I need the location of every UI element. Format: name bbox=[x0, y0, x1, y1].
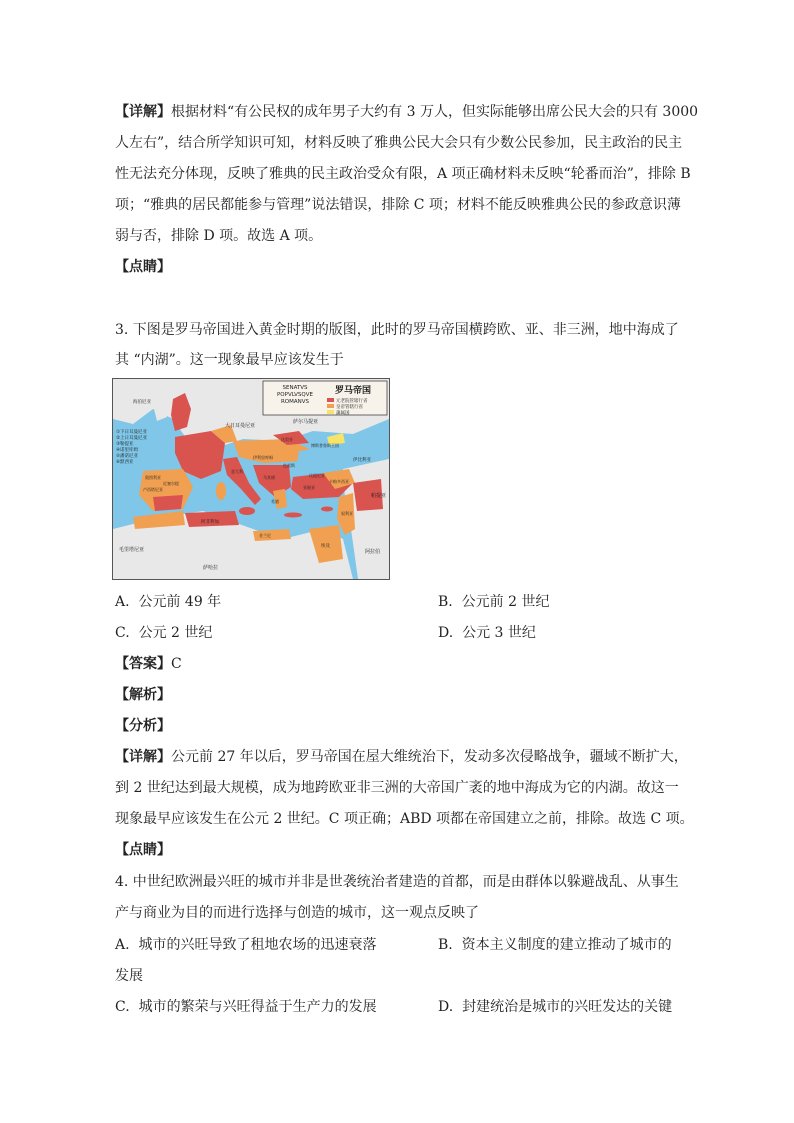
q3-option-d: D. 公元 3 世纪 bbox=[438, 625, 536, 641]
q3-option-a: A. 公元前 49 年 bbox=[115, 594, 222, 610]
map-cyprus bbox=[321, 507, 333, 512]
q3-option-b: B. 公元前 2 世纪 bbox=[438, 594, 550, 610]
map-seal-line-3: ROMANVS bbox=[280, 399, 310, 405]
legend-swatch-client bbox=[327, 410, 334, 414]
map-label-egypt: 埃及 bbox=[321, 544, 330, 549]
map-sicily bbox=[239, 507, 255, 515]
legend-swatch-senate bbox=[327, 398, 334, 402]
legend-imperial: 皇帝管辖行省 bbox=[336, 405, 363, 410]
map-list-6: ⑥默西亚 bbox=[116, 460, 134, 465]
map-label-thracia: 色雷斯 bbox=[283, 463, 295, 468]
map-title: 罗马帝国 bbox=[334, 386, 372, 396]
q4-option-b-cont: 发展 bbox=[115, 968, 143, 984]
map-seal-line-2: POPVLVSQVE bbox=[276, 392, 314, 398]
map-label-syria: 叙利亚 bbox=[341, 511, 353, 516]
map-label-bithynia: 比提尼亚 bbox=[309, 473, 325, 478]
map-label-arabia: 阿拉伯 bbox=[365, 549, 381, 555]
legend-senate: 元老院管辖行省 bbox=[336, 399, 368, 404]
q3-answer: 【答案】C bbox=[115, 656, 182, 672]
q3-note-tag: 【点睛】 bbox=[115, 842, 171, 858]
prev-detail-line-3: 性无法充分体现，反映了雅典的民主政治受众有限，A 项正确材料未反映“轮番而治”，排除 B bbox=[115, 166, 691, 182]
map-hibernia bbox=[153, 403, 167, 421]
q3-stem-line-1: 3. 下图是罗马帝国进入黄金时期的版图，此时的罗马帝国横跨欧、亚、非三洲，地中海成了 bbox=[115, 322, 679, 338]
map-italy bbox=[223, 457, 261, 505]
prev-detail-line-1: 【详解】根据材料“有公民权的成年男子大约有 3 万人，但实际能够出席公民大会的只有 3000 bbox=[115, 104, 699, 120]
q3-option-c: C. 公元 2 世纪 bbox=[115, 625, 213, 641]
map-label-iberia: 伊比利亚 bbox=[353, 458, 371, 463]
map-label-macedonia: 马其顿 bbox=[263, 475, 275, 480]
roman-empire-map bbox=[112, 378, 390, 580]
map-label-lusitania: 卢西塔尼亚 bbox=[143, 487, 163, 492]
q4-stem-line-1: 4. 中世纪欧洲最兴旺的城市并非是世袭统治者建造的首都，而是由群体以躲避战乱、从事生 bbox=[115, 874, 679, 890]
map-label-sahara: 萨哈拉 bbox=[203, 565, 219, 571]
q3-fenxi-tag: 【分析】 bbox=[115, 718, 171, 734]
q4-option-b: B. 资本主义制度的建立推动了城市的 bbox=[438, 937, 672, 953]
q4-stem-line-2: 产与商业为目的而进行选择与创造的城市，这一观点反映了 bbox=[115, 905, 479, 921]
map-label-asia: 亚细亚 bbox=[303, 485, 315, 490]
q4-option-d: D. 封建统治是城市的兴旺发达的关键 bbox=[438, 999, 673, 1015]
prev-detail-line-5: 弱与否，排除 D 项。故选 A 项。 bbox=[115, 228, 323, 244]
q4-option-a: A. 城市的兴旺导致了租地农场的迅速衰落 bbox=[115, 937, 377, 953]
map-label-cyrenaica: 昔兰尼 bbox=[259, 533, 271, 538]
detail-tag: 【详解】 bbox=[115, 104, 171, 120]
map-list-4: ④诺里库姆 bbox=[116, 448, 139, 453]
q3-stem-line-2: 其 “内湖”。这一现象最早应该发生于 bbox=[115, 352, 344, 368]
q3-analysis-tag: 【解析】 bbox=[115, 687, 171, 703]
map-label-sarmatia: 萨尔马提亚 bbox=[293, 419, 319, 425]
map-label-hibernia: 海伯尼亚 bbox=[133, 400, 151, 405]
map-label-illyricum: 伊利里库姆 bbox=[253, 455, 273, 460]
map-crete bbox=[284, 513, 302, 518]
map-label-dacia: 达契亚 bbox=[281, 437, 293, 442]
map-label-asturia: 奥图利亚 bbox=[145, 475, 161, 480]
legend-swatch-imperial bbox=[327, 404, 334, 408]
q3-detail-line-2: 到 2 世纪达到最大规模，成为地跨欧亚非三洲的大帝国广袤的地中海成为它的内湖。故这一 bbox=[115, 780, 679, 796]
prev-detail-line-4: 项；“雅典的居民都能参与管理”说法错误，排除 C 项；材料不能反映雅典公民的参政意识薄 bbox=[115, 197, 681, 213]
map-hispania-south bbox=[153, 495, 183, 511]
legend-client: 藩属国 bbox=[336, 411, 350, 416]
prev-note-tag: 【点睛】 bbox=[115, 259, 171, 275]
prev-detail-line-2: 人左右”，结合所学知识可知，材料反映了雅典公民大会只有少数公民参加，民主政治的民主 bbox=[115, 135, 683, 151]
map-list-2: ②上日耳曼尼亚 bbox=[116, 436, 148, 441]
map-label-germania-magna: 大日耳曼尼亚 bbox=[225, 423, 256, 429]
map-seal-line-1: SENATVS bbox=[282, 385, 308, 391]
map-list-1: ①下日耳曼尼亚 bbox=[116, 430, 148, 435]
map-label-cappadocia: 卡帕多西亚 bbox=[329, 479, 349, 484]
map-sardinia bbox=[216, 482, 226, 500]
map-label-africa: 阿非利加 bbox=[201, 520, 219, 525]
map-list-5: ⑤潘诺尼亚 bbox=[116, 454, 139, 459]
map-label-mauretania: 毛里塔尼亚 bbox=[119, 547, 145, 553]
map-label-parthia: 帕提亚 bbox=[371, 493, 387, 499]
q4-option-c: C. 城市的繁荣与兴旺得益于生产力的发展 bbox=[115, 999, 377, 1015]
q3-detail-line-1: 【详解】公元前 27 年以后，罗马帝国在屋大维统治下，发动多次侵略战争，疆域不断扩大， bbox=[115, 749, 688, 765]
map-label-italia: 意大利 bbox=[231, 469, 243, 474]
map-label-hispania-citerior: 近塞尔提 bbox=[163, 481, 179, 486]
map-label-achaea: 希腊 bbox=[271, 499, 279, 504]
q3-detail-line-3: 现象最早应该发生在公元 2 世纪。C 项正确；ABD 项都在帝国建立之前，排除。故选 C 项。 bbox=[115, 811, 694, 827]
map-list-3: ③勒提亚 bbox=[116, 442, 134, 447]
map-label-bosporus: 博斯普鲁斯王国 bbox=[311, 443, 339, 448]
